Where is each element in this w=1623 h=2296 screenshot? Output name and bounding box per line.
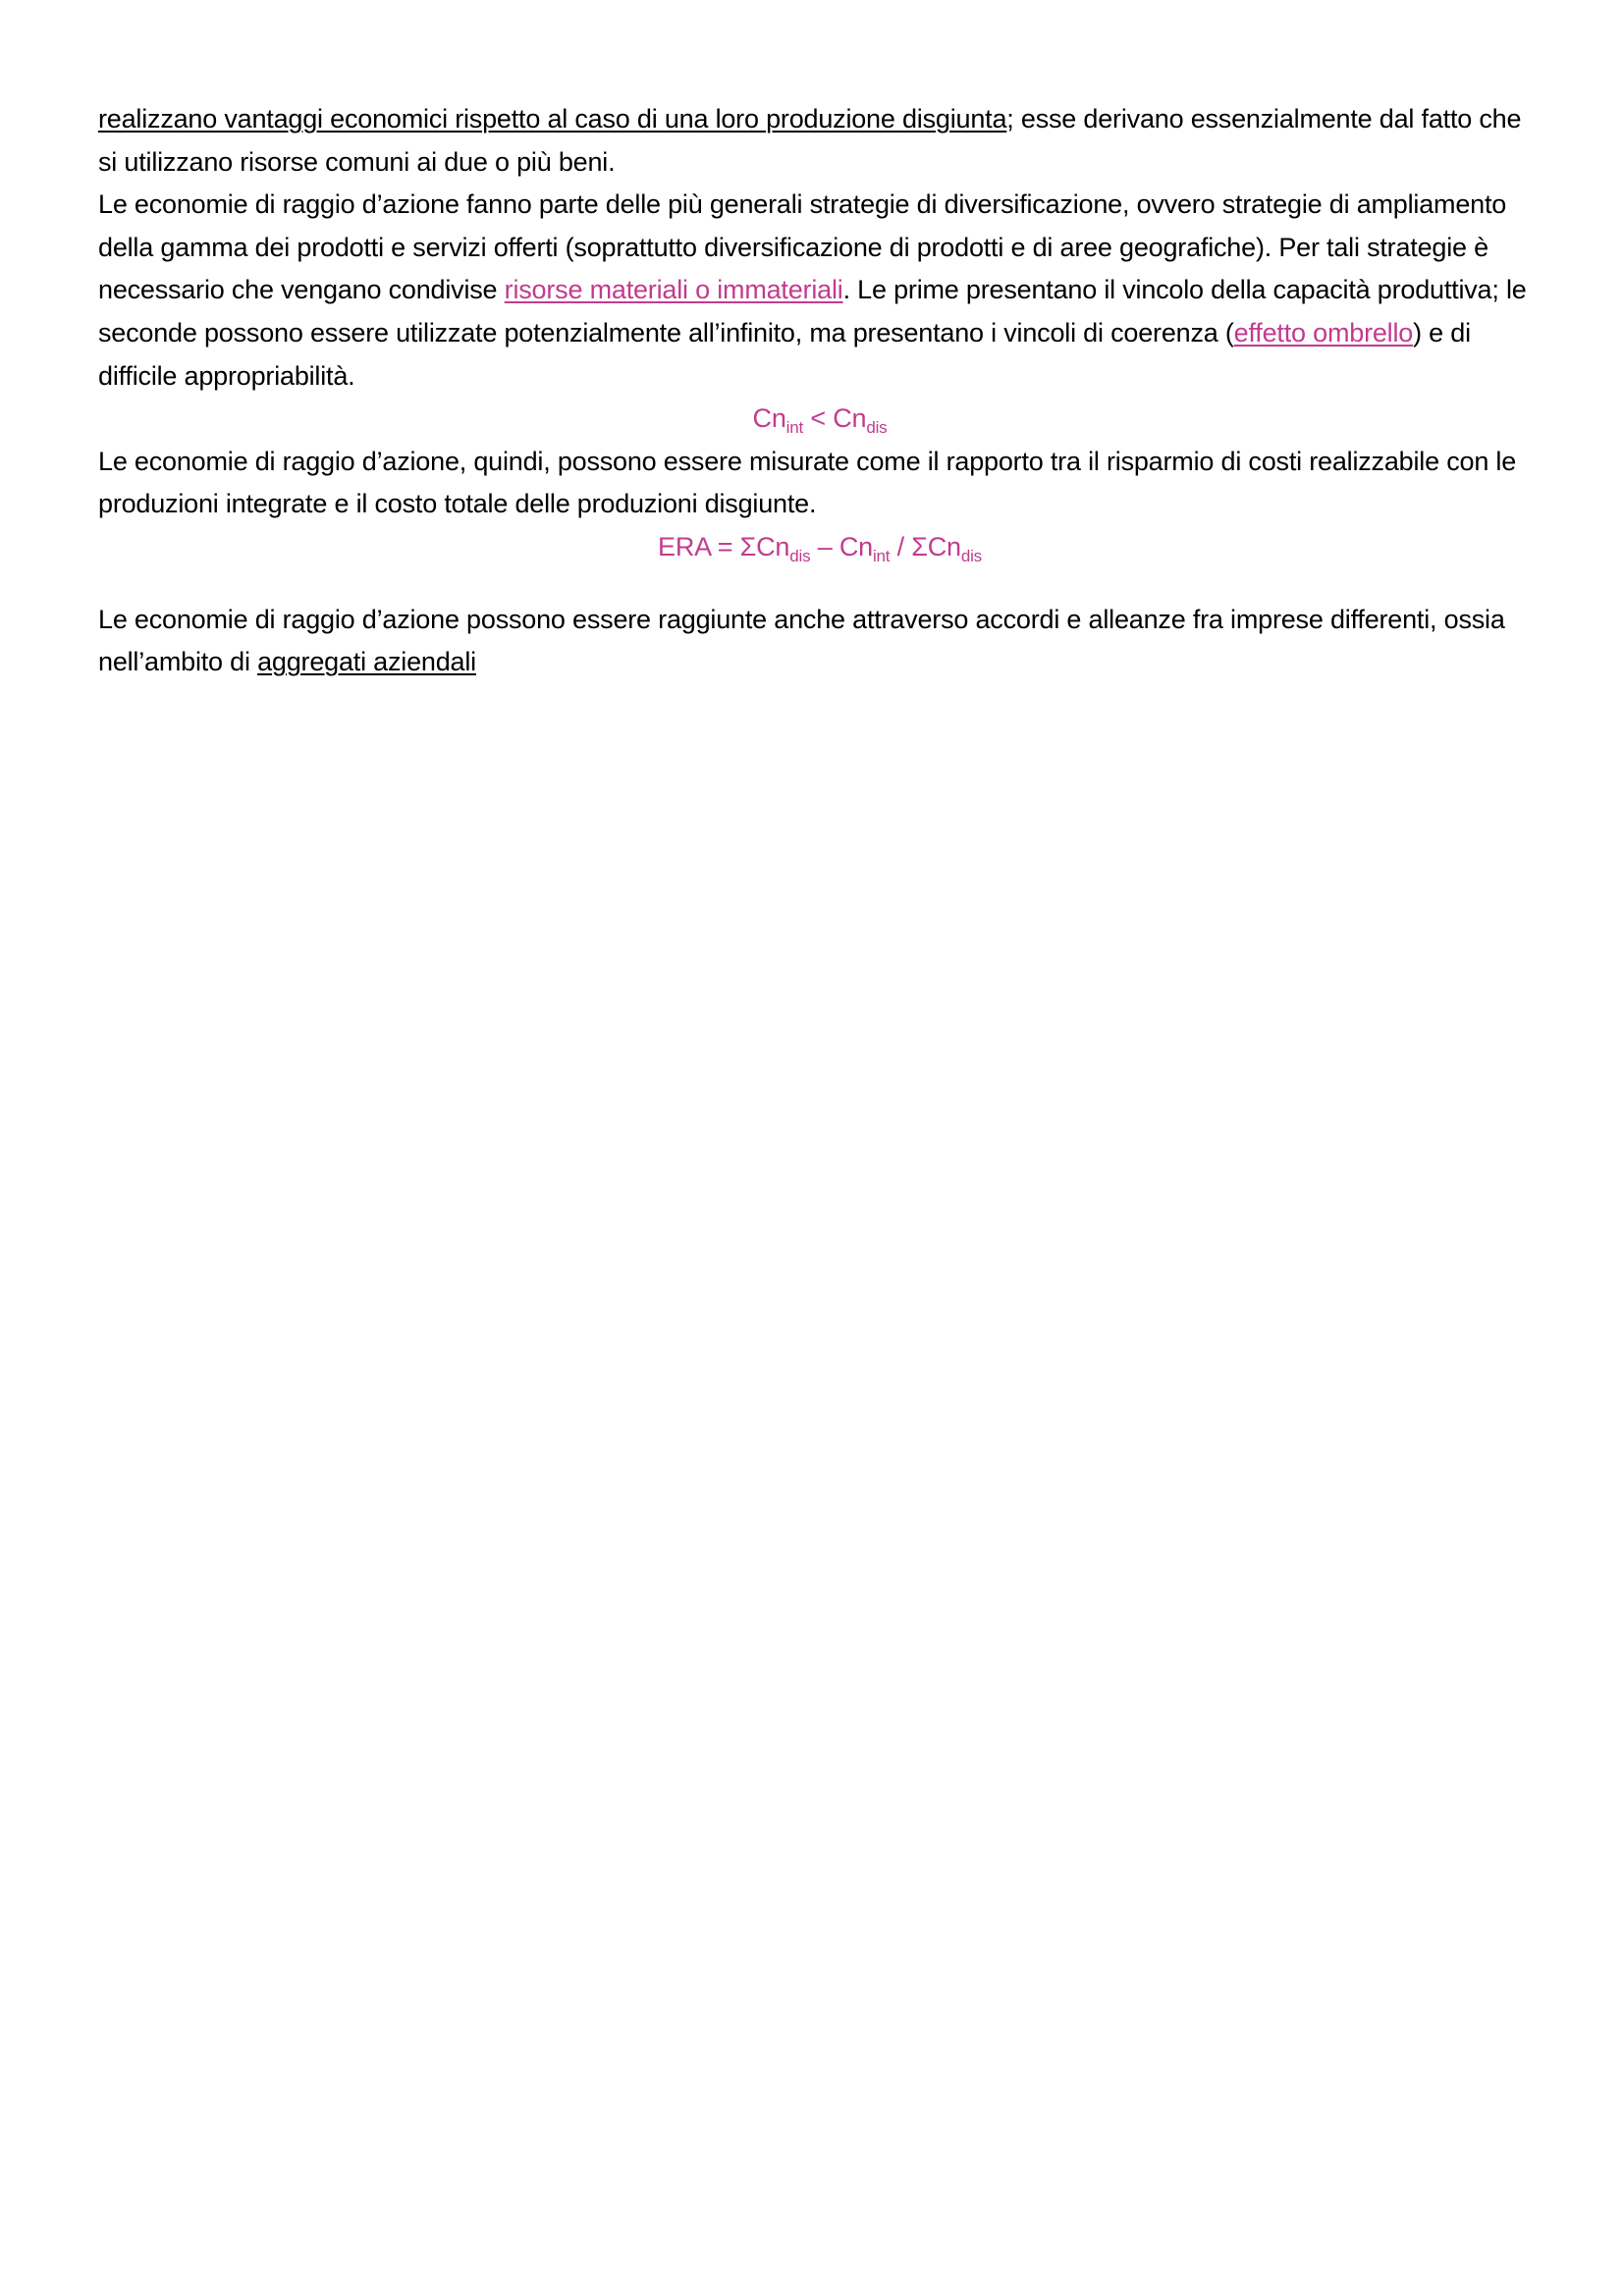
paragraph-spacer (98, 569, 1542, 599)
paragraph-text: ; esse derivano essenzialmente dal fatto che si utilizzano risorse comuni ai due o più beni. (98, 104, 1522, 177)
paragraph-measurement: Le economie di raggio d’azione, quindi, possono essere misurate come il rapporto tra il risparmio di costi realizzabile con le produzioni integrate e il costo totale delle produzioni disgiunte. (98, 446, 1517, 519)
underlined-phrase-aggregati: aggregati aziendali (257, 647, 476, 677)
paragraph-joint-production (98, 98, 1542, 184)
formula-subscript: dis (866, 418, 888, 438)
link-risorse-materiali[interactable]: risorse materiali o immateriali (504, 275, 843, 305)
formula-term: ΣCn (739, 531, 790, 561)
paragraph-text: . Le prime presentano il vincolo della capacità produttiva; le seconde possono essere utilizzate potenzialmente all’infinito, ma presentano i vincoli di coerenza ( (98, 275, 1527, 347)
paragraph-text: ) e di difficile appropriabilità. (98, 317, 1471, 391)
link-effetto-ombrello[interactable]: effetto ombrello (1233, 317, 1414, 347)
paragraph-text: Le economie di raggio d’azione fanno parte delle più generali strategie di diversificazione, ovvero strategie di ampliamento della gamma dei prodotti e servizi offerti (soprattutto diversificazione di prodotti e di aree geografiche). Per tali strategie è necessario che vengano condivise (98, 189, 1507, 305)
formula-subscript: dis (789, 546, 811, 565)
formula-era (98, 526, 1542, 569)
document-body (98, 98, 1542, 684)
paragraph-text: Le economie di raggio d’azione possono essere raggiunte anche attraverso accordi e alleanze fra imprese differenti, ossia nell’ambito di (98, 604, 1505, 677)
paragraph-agreements (98, 599, 1542, 684)
paragraph-diversification (98, 184, 1542, 398)
formula-term: ΣCn (911, 531, 961, 561)
formula-subscript: dis (960, 546, 982, 565)
formula-subscript: int (872, 546, 891, 565)
formula-term: Cn (833, 403, 867, 434)
formula-subscript: int (785, 418, 804, 438)
formula-operator: / (890, 531, 912, 561)
formula-lhs: ERA = (658, 531, 740, 561)
formula-term: Cn (839, 531, 873, 561)
formula-cost-inequality (98, 398, 1542, 441)
underlined-phrase-joint-advantages: realizzano vantaggi economici rispetto al caso di una loro produzione disgiunta (98, 104, 1007, 133)
formula-operator: < (803, 403, 834, 434)
formula-operator: – (810, 531, 839, 561)
formula-term: Cn (752, 403, 786, 434)
